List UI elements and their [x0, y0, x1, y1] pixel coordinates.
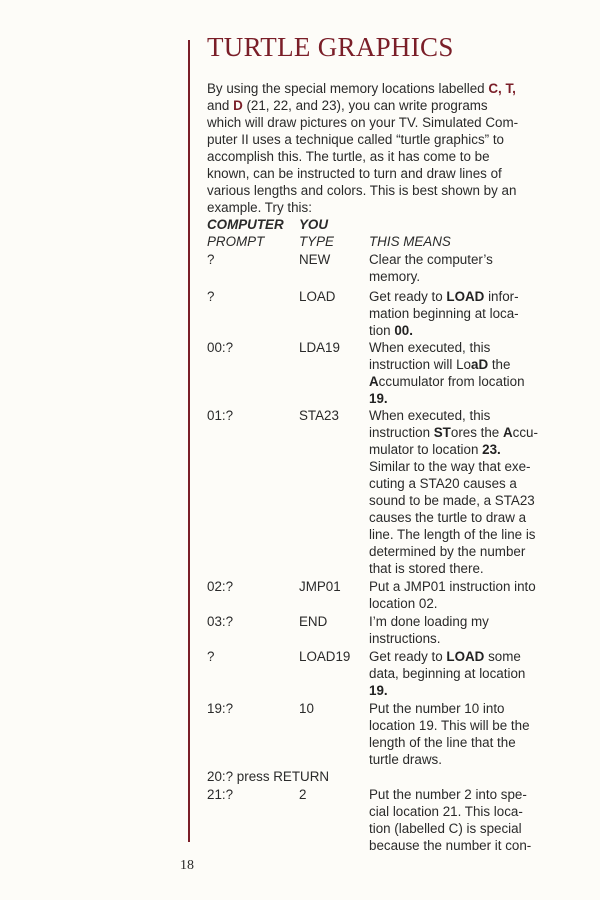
row-type: JMP01	[299, 579, 341, 594]
row-meaning	[369, 786, 555, 854]
text-line: because the number it con-	[369, 838, 532, 853]
text-line: instructions.	[369, 631, 441, 646]
text-line: and D (21, 22, and 23), you can write programs	[207, 98, 488, 113]
text-line	[369, 390, 555, 407]
text-line: memory.	[369, 269, 421, 284]
text-line: puter II uses a technique called “turtle graphics” to	[207, 132, 504, 147]
row-meaning	[369, 251, 555, 285]
header-type: TYPE	[299, 234, 334, 249]
text-line: data, beginning at location	[369, 666, 526, 681]
row-meaning	[369, 578, 555, 612]
row-type: LOAD19	[299, 649, 351, 664]
text-line: mulator to location 23.	[369, 442, 501, 457]
header-prompt: PROMPT	[207, 234, 265, 249]
bold-term: a	[470, 357, 479, 372]
bold-term: 19.	[369, 683, 388, 698]
text-line: determined by the number	[369, 544, 526, 559]
text-line: instruction will LoaD the	[369, 357, 511, 372]
margin-rule	[188, 40, 190, 842]
row-type: LOAD	[299, 289, 336, 304]
text-line: sound to be made, a STA23	[369, 493, 535, 508]
row-prompt: 02:?	[207, 579, 234, 594]
row-prompt: ?	[207, 252, 215, 267]
text-line: Clear the computer’s	[369, 252, 493, 267]
text-line: By using the special memory locations labelled C, T,	[207, 81, 516, 96]
header-this-means: THIS MEANS	[369, 234, 451, 249]
text-line: instruction STores the Accu-	[369, 425, 538, 440]
text-line: cial location 21. This loca-	[369, 804, 523, 819]
page-title: TURTLE GRAPHICS	[207, 32, 454, 62]
row-prompt: 21:?	[207, 787, 234, 802]
bold-term: LOAD	[446, 649, 485, 664]
row-meaning	[369, 407, 555, 577]
row-meaning	[369, 613, 555, 647]
text-line: turtle draws.	[369, 752, 442, 767]
text-line: various lengths and colors. This is best shown by an	[207, 183, 517, 198]
text-line	[369, 682, 555, 699]
text-line: Put the number 10 into	[369, 701, 505, 716]
text-line: When executed, this	[369, 340, 491, 355]
text-line: Get ready to LOAD infor-	[369, 289, 519, 304]
row-meaning	[369, 648, 555, 699]
row-prompt: ?	[207, 289, 215, 304]
text-line: mation beginning at loca-	[369, 306, 519, 321]
text-line: When executed, this	[369, 408, 491, 423]
text-line: Similar to the way that exe-	[369, 459, 531, 474]
row-type: 2	[299, 787, 307, 802]
page-number: 18	[180, 858, 194, 873]
text-line: which will draw pictures on your TV. Simulated Com-	[207, 115, 519, 130]
text-line: I’m done loading my	[369, 614, 489, 629]
text-line: Get ready to LOAD some	[369, 649, 521, 664]
row-prompt: 03:?	[207, 614, 234, 629]
bold-term: D	[478, 357, 489, 372]
text-line: Put a JMP01 instruction into	[369, 579, 536, 594]
row-type: STA23	[299, 408, 339, 423]
text-line: tion 00.	[369, 323, 413, 338]
text-line: length of the line that the	[369, 735, 516, 750]
row-meaning	[369, 288, 555, 339]
intro-paragraph	[207, 80, 555, 216]
bold-term: 23.	[482, 442, 501, 457]
text-line: known, can be instructed to turn and draw lines of	[207, 166, 502, 181]
row-prompt: 00:?	[207, 340, 234, 355]
row-type: NEW	[299, 252, 331, 267]
text-line: cuting a STA20 causes a	[369, 476, 517, 491]
text-line: Put the number 2 into spe-	[369, 787, 527, 802]
bold-term: C, T,	[488, 81, 516, 96]
bold-term: LOAD	[446, 289, 485, 304]
text-line: location 02.	[369, 596, 438, 611]
row-prompt: 01:?	[207, 408, 234, 423]
bold-term: 19.	[369, 391, 388, 406]
text-line: causes the turtle to draw a	[369, 510, 527, 525]
bold-term: 00.	[394, 323, 413, 338]
row-prompt: ?	[207, 649, 215, 664]
row-type: LDA19	[299, 340, 340, 355]
text-line: example. Try this:	[207, 200, 312, 215]
row-type: 10	[299, 701, 314, 716]
text-line: that is stored there.	[369, 561, 484, 576]
bold-term: D	[233, 98, 243, 113]
row-meaning	[369, 339, 555, 407]
bold-term: A	[369, 374, 379, 389]
row-prompt: 19:?	[207, 701, 234, 716]
bold-term: ST	[433, 425, 451, 440]
text-line: line. The length of the line is	[369, 527, 536, 542]
text-line: location 19. This will be the	[369, 718, 530, 733]
bold-term: A	[502, 425, 513, 440]
text-line: Accumulator from location	[369, 374, 525, 389]
text-line: tion (labelled C) is special	[369, 821, 522, 836]
row-meaning	[369, 700, 555, 768]
header-computer: COMPUTER	[207, 217, 284, 232]
row-prompt: 20:? press RETURN	[207, 769, 330, 784]
header-you: YOU	[299, 217, 329, 232]
row-type: END	[299, 614, 328, 629]
text-line: accomplish this. The turtle, as it has come to be	[207, 149, 490, 164]
